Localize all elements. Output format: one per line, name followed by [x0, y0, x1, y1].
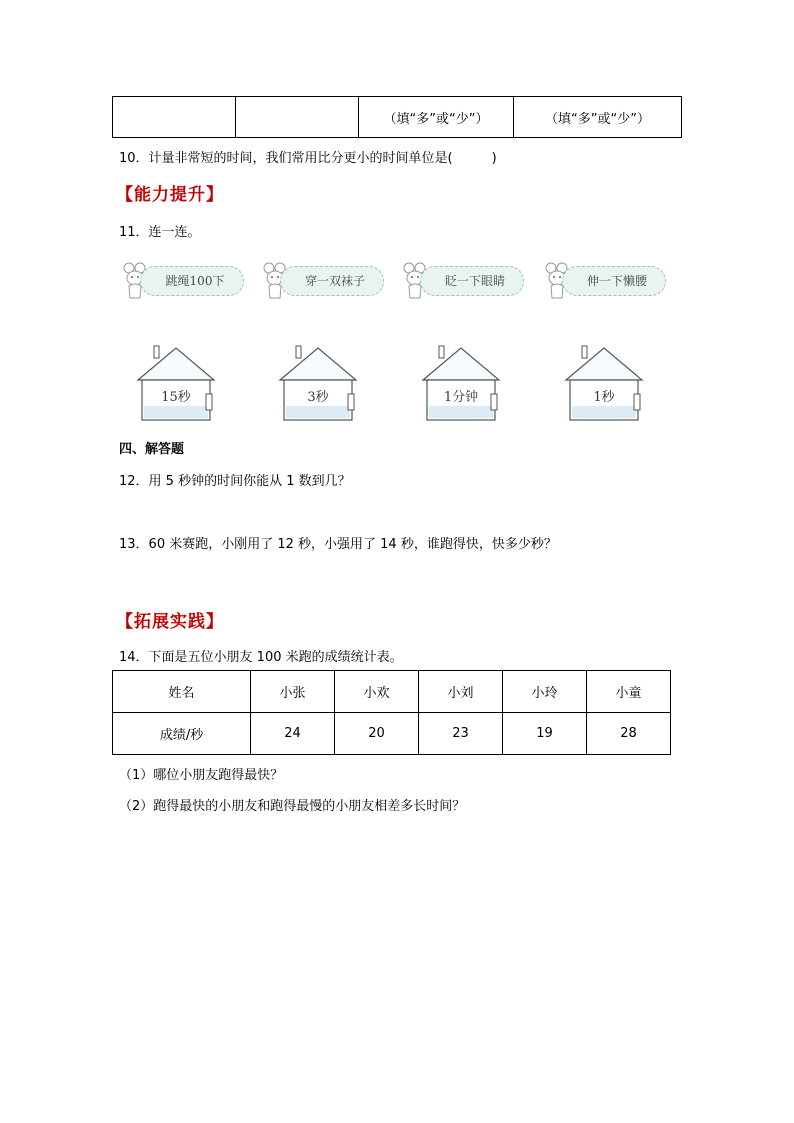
table-header-cell: 小刘 [418, 671, 502, 713]
house-icon [562, 344, 646, 422]
house-label: 3秒 [307, 390, 329, 405]
house-label: 15秒 [161, 390, 191, 405]
table-cell: 20 [335, 713, 419, 755]
question-14-part-2: （2）跑得最快的小朋友和跑得最慢的小朋友相差多长时间？ [119, 799, 466, 814]
score-table [112, 670, 671, 755]
question-11: 11．连一连。 [119, 225, 201, 240]
table-row [113, 97, 682, 138]
bubble-text: 眨一下眼睛 [444, 274, 505, 288]
table-header-cell: 小欢 [335, 671, 419, 713]
bubble-text: 伸一下懒腰 [586, 274, 647, 288]
activity-bubble [260, 260, 384, 300]
house-label: 1分钟 [443, 390, 479, 405]
table-row [113, 671, 671, 713]
table-cell: 23 [418, 713, 502, 755]
table-cell: 19 [502, 713, 586, 755]
bubble-text: 跳绳100下 [165, 274, 225, 288]
house-icon [419, 344, 503, 422]
activity-bubble [120, 260, 244, 300]
section-heading-solve: 四、解答题 [119, 442, 185, 457]
question-10: 10．计量非常短的时间，我们常用比分更小的时间单位是( ) [119, 151, 497, 166]
table-header-cell: 小张 [251, 671, 335, 713]
table-cell: 成绩/秒 [113, 713, 251, 755]
question-14-part-1: （1）哪位小朋友跑得最快？ [119, 768, 284, 783]
house [419, 344, 503, 422]
table-row [113, 713, 671, 755]
house-label: 1秒 [593, 390, 615, 405]
question-13: 13．60 米赛跑，小刚用了 12 秒，小强用了 14 秒，谁跑得快，快多少秒？ [119, 537, 557, 552]
bubble-text: 穿一双袜子 [304, 274, 365, 288]
table-cell [236, 97, 359, 138]
activity-bubble [542, 260, 666, 300]
section-heading-ability: 【能力提升】 [116, 185, 224, 205]
house-icon [134, 344, 218, 422]
table-cell: 28 [586, 713, 670, 755]
question-12: 12．用 5 秒钟的时间你能从 1 数到几？ [119, 474, 351, 489]
table-header-cell: 小玲 [502, 671, 586, 713]
table-cell: （填“多”或“少”） [514, 97, 682, 138]
house [134, 344, 218, 422]
table-header-cell: 姓名 [113, 671, 251, 713]
activity-bubble [400, 260, 524, 300]
table-cell: 24 [251, 713, 335, 755]
house [562, 344, 646, 422]
table-cell: （填“多”或“少”） [359, 97, 514, 138]
house-icon [276, 344, 360, 422]
question-14: 14．下面是五位小朋友 100 米跑的成绩统计表。 [119, 650, 403, 665]
table-cell [113, 97, 236, 138]
house [276, 344, 360, 422]
section-heading-extend: 【拓展实践】 [116, 612, 224, 632]
table-header-cell: 小童 [586, 671, 670, 713]
top-table [112, 96, 682, 138]
